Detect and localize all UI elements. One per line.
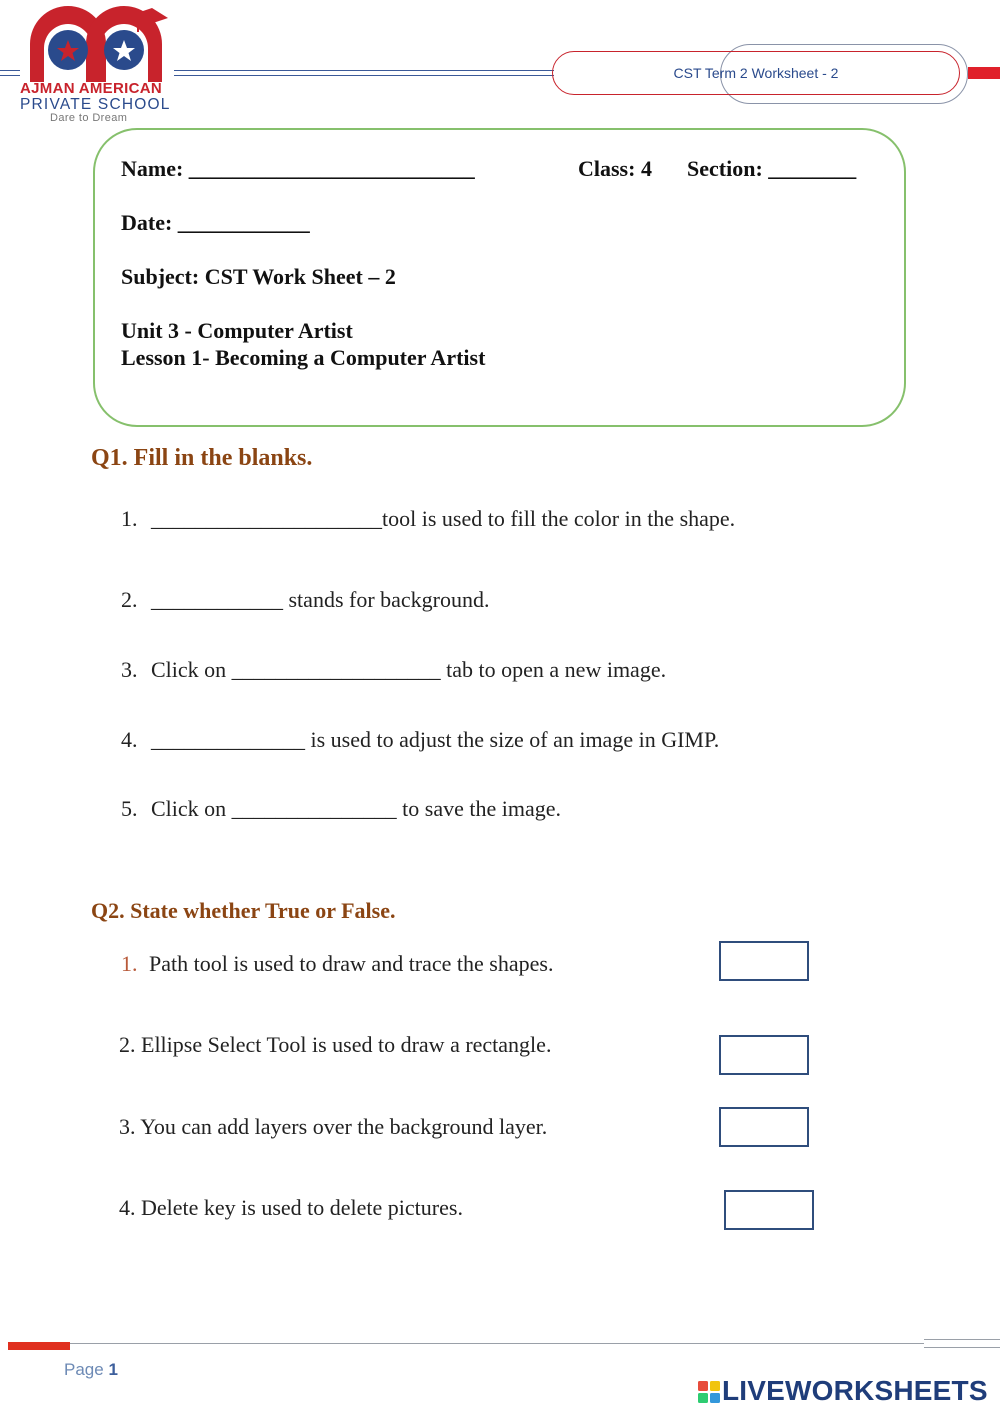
q1-item-4[interactable] <box>121 727 719 753</box>
footer-red-accent <box>8 1342 70 1350</box>
q1-item-2[interactable] <box>121 587 490 613</box>
page-number-value: 1 <box>108 1360 118 1379</box>
q1-item-text: Click on ___________________ tab to open a new image. <box>151 657 667 682</box>
q2-item-3 <box>119 1114 547 1140</box>
q1-item-number: 4. <box>121 727 138 752</box>
q1-item-1[interactable] <box>121 506 735 532</box>
q2-item-4 <box>119 1195 463 1221</box>
header-rule-left-2 <box>0 75 20 76</box>
subject-label: Subject: CST Work Sheet – 2 <box>121 264 396 289</box>
q2-answer-box-1[interactable] <box>719 941 809 981</box>
section-field[interactable]: Section: ________ <box>687 156 857 181</box>
page-word: Page <box>64 1360 104 1379</box>
q1-item-number: 3. <box>121 657 138 682</box>
q1-item-number: 5. <box>121 796 138 821</box>
school-name-line2: PRIVATE SCHOOL <box>20 96 171 113</box>
q1-item-text: ____________ stands for background. <box>151 587 490 612</box>
q2-answer-box-4[interactable] <box>724 1190 814 1230</box>
q2-item-text: Delete key is used to delete pictures. <box>141 1195 463 1220</box>
q2-item-text: Path tool is used to draw and trace the shapes. <box>149 951 554 976</box>
liveworksheets-brand[interactable]: LIVEWORKSHEETS <box>722 1375 988 1406</box>
footer-rule <box>8 1343 924 1344</box>
q1-item-number: 1. <box>121 506 138 531</box>
q1-item-text: _____________________tool is used to fill the color in the shape. <box>151 506 736 531</box>
worksheet-label: CST Term 2 Worksheet - 2 <box>673 65 839 81</box>
q2-heading: Q2. State whether True or False. <box>91 898 396 923</box>
q2-item-2 <box>119 1032 551 1058</box>
worksheet-label-pill <box>552 51 960 95</box>
header-rule-left <box>0 70 20 71</box>
q1-heading: Q1. Fill in the blanks. <box>91 445 313 471</box>
unit-label: Unit 3 - Computer Artist <box>121 318 353 343</box>
q2-answer-box-2[interactable] <box>719 1035 809 1075</box>
q1-item-3[interactable] <box>121 657 666 683</box>
q2-item-number: 2. <box>119 1032 136 1057</box>
q2-item-number: 1. <box>121 951 138 976</box>
date-field[interactable]: Date: ____________ <box>121 210 310 235</box>
header-rule-2 <box>174 75 554 76</box>
school-tagline: Dare to Dream <box>50 112 128 124</box>
header-red-tab <box>968 67 1000 79</box>
lesson-label: Lesson 1- Becoming a Computer Artist <box>121 345 486 370</box>
footer-rule-right <box>924 1339 1000 1340</box>
q2-answer-box-3[interactable] <box>719 1107 809 1147</box>
footer-rule-right-2 <box>924 1347 1000 1348</box>
q2-item-number: 4. <box>119 1195 136 1220</box>
q2-item-number: 3. <box>119 1114 136 1139</box>
q1-item-text: ______________ is used to adjust the size of an image in GIMP. <box>151 727 720 752</box>
q1-item-text: Click on _______________ to save the image. <box>151 796 561 821</box>
school-name-line1: AJMAN AMERICAN <box>20 80 162 97</box>
q1-item-5[interactable] <box>121 796 561 822</box>
q2-item-text: Ellipse Select Tool is used to draw a rectangle. <box>141 1032 552 1057</box>
header-rule <box>174 70 554 71</box>
page-number <box>64 1360 118 1380</box>
class-label: Class: 4 <box>578 156 652 181</box>
name-field[interactable]: Name: __________________________ <box>121 156 475 181</box>
q2-item-text: You can add layers over the background layer. <box>140 1114 548 1139</box>
q1-item-number: 2. <box>121 587 138 612</box>
liveworksheets-logo-icon <box>698 1381 720 1403</box>
q2-item-1 <box>121 951 553 977</box>
